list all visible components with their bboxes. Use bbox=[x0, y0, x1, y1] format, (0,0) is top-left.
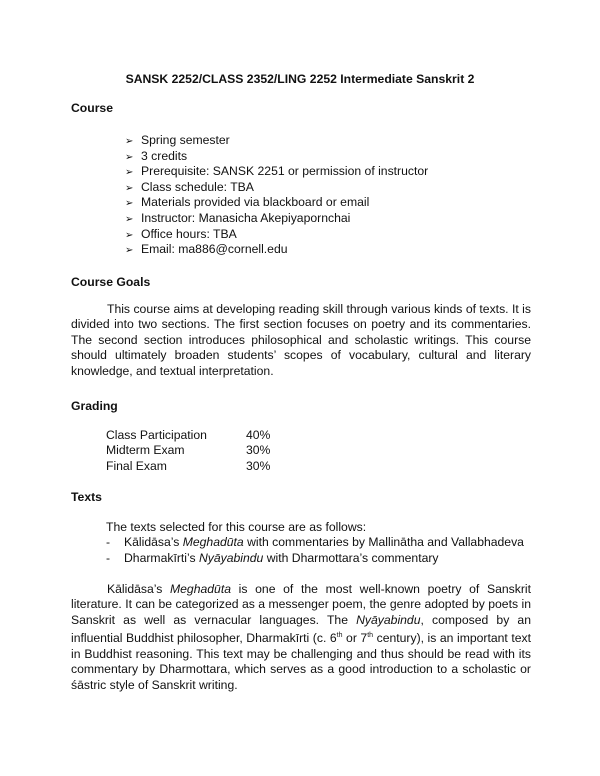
texts-paragraph: Kālidāsa’s Meghadūta is one of the most well-known poetry of Sanskrit literature. It can be categorized as a messenger poem, the genre adopted by poets in Sanskrit as well as vernacular languages. The Nyāyabindu, composed by an influential Buddhist philosopher, Dharmakīrti (c. 6th or 7th century), is an important text in Buddhist reasoning. This text may be challenging and thus should be read with its commentary by Dharmottara, which serves as a good introduction to a scholastic or śāstric style of Sanskrit writing. bbox=[71, 582, 531, 692]
table-row: Midterm Exam 30% bbox=[106, 443, 271, 458]
course-goals-heading: Course Goals bbox=[71, 275, 151, 289]
arrow-bullet-icon: ➢ bbox=[125, 198, 134, 210]
texts-list: The texts selected for this course are as follows: - Kālidāsa’s Meghadūta with commentaries by Mallinātha and Vallabhadeva - Dharmakīrti’s Nyāyabindu with Dharmottara’s commentary bbox=[106, 520, 524, 565]
arrow-bullet-icon: ➢ bbox=[125, 229, 134, 241]
course-info-list bbox=[125, 133, 428, 258]
table-row: Final Exam 30% bbox=[106, 458, 271, 473]
texts-heading: Texts bbox=[71, 490, 102, 504]
arrow-bullet-icon: ➢ bbox=[125, 136, 134, 147]
arrow-bullet-icon: ➢ bbox=[125, 213, 134, 225]
list-item: ➢ Class schedule: TBA bbox=[125, 180, 428, 196]
list-item: ➢ Email: ma886@cornell.edu bbox=[125, 242, 428, 258]
list-item: ➢ Spring semester bbox=[125, 133, 428, 149]
list-item: ➢ Instructor: Manasicha Akepiyapornchai bbox=[125, 211, 428, 227]
list-item: ➢ 3 credits bbox=[125, 149, 428, 165]
grading-heading: Grading bbox=[71, 399, 118, 413]
arrow-bullet-icon: ➢ bbox=[125, 151, 134, 163]
list-item: ➢ Materials provided via blackboard or email bbox=[125, 195, 428, 211]
arrow-bullet-icon: ➢ bbox=[125, 182, 134, 194]
arrow-bullet-icon: ➢ bbox=[125, 245, 134, 257]
document-title: SANSK 2252/CLASS 2352/LING 2252 Intermediate Sanskrit 2 bbox=[125, 72, 475, 86]
list-item: - Dharmakīrti’s Nyāyabindu with Dharmottara’s commentary bbox=[106, 550, 439, 565]
table-row: Class Participation 40% bbox=[106, 428, 271, 442]
arrow-bullet-icon: ➢ bbox=[125, 167, 134, 179]
list-item: ➢ Prerequisite: SANSK 2251 or permission of instructor bbox=[125, 164, 428, 180]
list-item: - Kālidāsa’s Meghadūta with commentaries by Mallinātha and Vallabhadeva bbox=[106, 535, 524, 550]
course-goals-paragraph: This course aims at developing reading skill through various kinds of texts. It is divided into two sections. The first section focuses on poetry and its commentaries. The second section introduces philosophical and scholastic writings. This course should ultimately broaden students’ scopes of vocabulary, cultural and literary knowledge, and textual interpretation. bbox=[71, 302, 531, 378]
grading-table bbox=[106, 428, 270, 474]
course-heading: Course bbox=[71, 101, 113, 115]
list-item: ➢ Office hours: TBA bbox=[125, 227, 428, 243]
